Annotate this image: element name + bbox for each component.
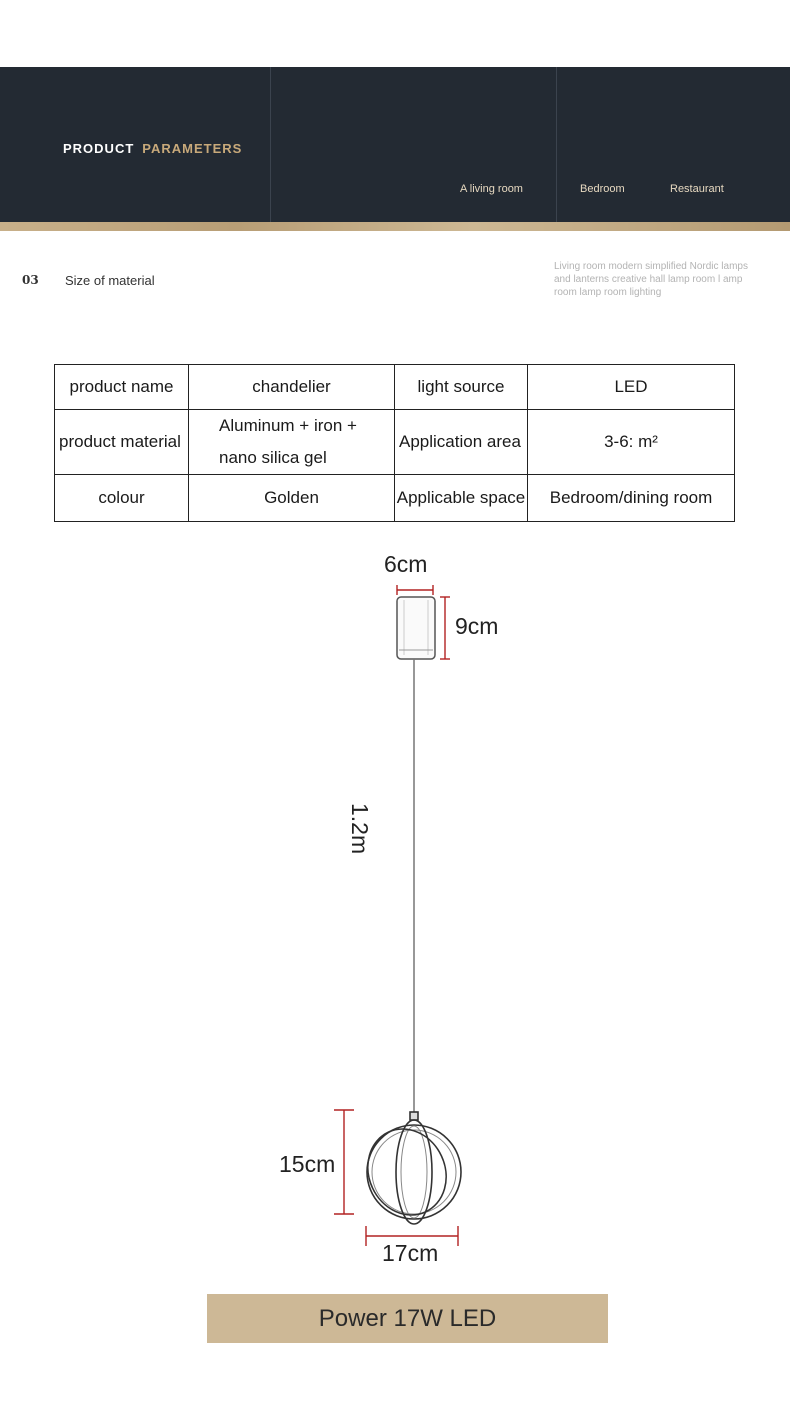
banner-divider [556, 67, 557, 222]
lamp-drawing [354, 1112, 461, 1228]
param-value: Bedroom/dining room [528, 475, 735, 522]
section-title: Size of material [65, 273, 155, 288]
room-label-living: A living room [460, 183, 523, 195]
param-label: colour [55, 475, 189, 522]
table-row [55, 365, 735, 410]
lamp-height-label: 15cm [279, 1151, 336, 1177]
param-value: LED [528, 365, 735, 410]
param-label: product material [55, 410, 189, 475]
power-label: Power 17W LED [318, 1304, 497, 1332]
banner-title-parameters: PARAMETERS [142, 141, 243, 156]
canopy-drawing [397, 597, 435, 659]
banner-title-product: PRODUCT [63, 141, 135, 156]
dimension-lines [334, 585, 458, 1246]
room-label-restaurant: Restaurant [670, 183, 724, 195]
param-value: Aluminum + iron + nano silica gel [189, 410, 395, 475]
cable-length-label: 1.2m [347, 803, 373, 855]
room-label-bedroom: Bedroom [580, 183, 625, 195]
param-label: Applicable space [395, 475, 528, 522]
banner-title [63, 141, 242, 156]
power-banner [207, 1294, 608, 1343]
lamp-width-label: 17cm [382, 1240, 439, 1266]
param-value: 3-6: m² [528, 410, 735, 475]
param-value: Golden [189, 475, 395, 522]
table-row [55, 410, 735, 475]
canopy-width-label: 6cm [384, 551, 428, 577]
section-description: Living room modern simplified Nordic lamps and lanterns creative hall lamp room l amp room lamp room lighting [554, 261, 748, 298]
param-value: chandelier [189, 365, 395, 410]
param-label: light source [395, 365, 528, 410]
param-label: product name [55, 365, 189, 410]
section-number: 03 [22, 273, 39, 287]
canopy-height-label: 9cm [455, 613, 499, 639]
table-row [55, 475, 735, 522]
dimension-diagram [0, 520, 790, 1280]
banner-divider [270, 67, 271, 222]
param-label: Application area [395, 410, 528, 475]
gold-strip [0, 222, 790, 231]
parameters-table [54, 364, 735, 522]
